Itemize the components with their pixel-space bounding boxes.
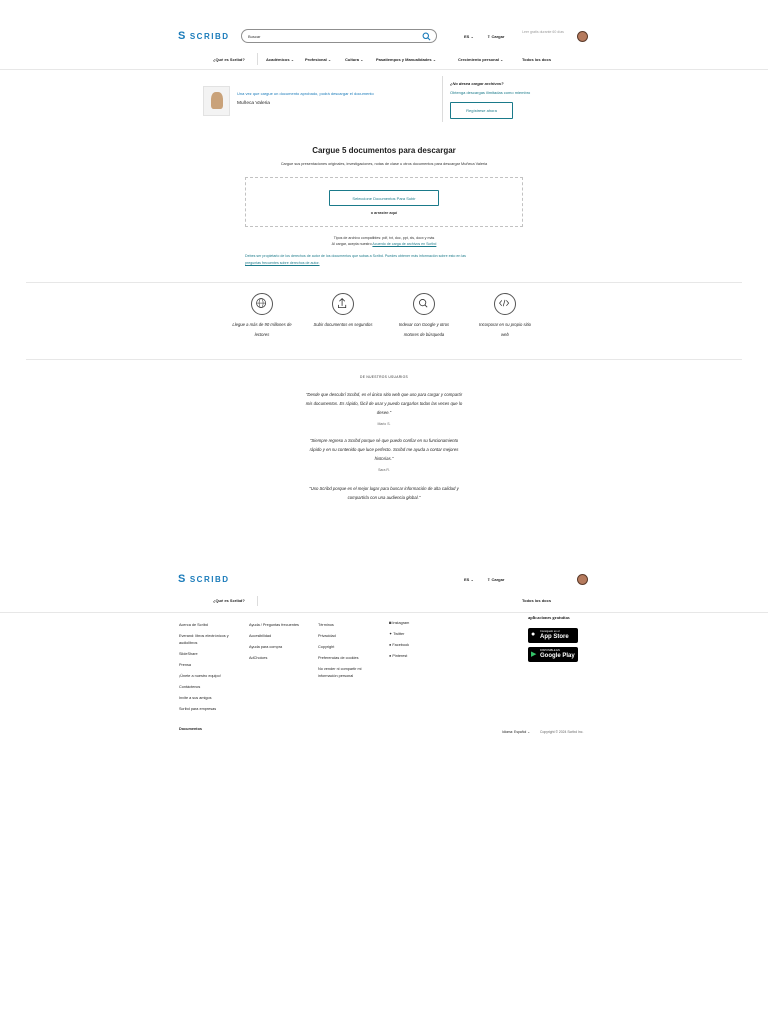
google-play-button[interactable]: ▶ DISPONIBLE EN Google Play xyxy=(528,647,578,662)
footer-adchoices[interactable]: AdChoices xyxy=(249,656,268,660)
footer-facebook[interactable]: ● Facebook xyxy=(389,643,410,647)
globe-icon xyxy=(251,293,273,315)
footer-terms[interactable]: Términos xyxy=(318,623,334,627)
upload-link[interactable]: ⇪ Cargar xyxy=(487,34,505,39)
footer-about[interactable]: Acerca de Scribd xyxy=(179,623,208,627)
language-picker[interactable]: Idioma: Español ⌄ xyxy=(502,730,531,734)
nav-personal-growth[interactable]: Crecimiento personal ⌄ xyxy=(458,56,504,62)
nav-academic[interactable]: Académicos ⌄ xyxy=(266,56,295,62)
nav-culture[interactable]: Cultura ⌄ xyxy=(345,56,364,62)
nav-what-is-scribd[interactable]: ¿Qué es Scribd? xyxy=(213,56,245,62)
sticky-avatar[interactable] xyxy=(577,574,588,585)
footer-slideshare[interactable]: SlideShare xyxy=(179,652,198,656)
instagram-icon: ◙ xyxy=(389,621,392,625)
rights-text: Debes ser propietario de los derechos de autor de los documentos que subas a Scribd. Puedes obtener más información sobre esto en las xyxy=(245,254,466,258)
footer-copyright-text: Copyright © 2024 Scribd Inc. xyxy=(540,730,584,734)
feature-readers: Llegue a más de 90 millones de lectores xyxy=(232,322,292,337)
no-upload-title: ¿No desea cargar archivos? xyxy=(450,81,504,86)
sticky-upload-link[interactable]: ⇪ Cargar xyxy=(487,577,505,582)
feature-upload: Subir documentos en segundos xyxy=(313,322,373,327)
testimonial-quote-2: "Siempre regreso a Scribd porque sé que puedo confiar en su funcionamiento rápido y en su contenido que luce perfecto. Scribd me ayuda a contar mejores historias." xyxy=(309,438,459,461)
sticky-nav-all-docs[interactable]: Todos los docs xyxy=(522,598,552,603)
section-divider xyxy=(26,282,742,283)
upload-notice: Una vez que cargue un documento aprobado, podrá descargar el documento xyxy=(237,91,374,96)
sticky-user-upload-icon: ⇪ xyxy=(487,577,491,582)
header-divider xyxy=(0,69,768,70)
user-upload-icon: ⇪ xyxy=(487,34,491,39)
footer-col-company xyxy=(179,620,241,715)
footer-jobs[interactable]: ¡Únete a nuestro equipo! xyxy=(179,674,221,678)
pinterest-icon: ● xyxy=(389,654,392,658)
sticky-nav-what-is-scribd[interactable]: ¿Qué es Scribd? xyxy=(213,598,245,603)
footer-press[interactable]: Prensa xyxy=(179,663,192,667)
footer-copyright[interactable]: Copyright xyxy=(318,645,335,649)
trial-link[interactable]: Leer gratis durante 60 días xyxy=(522,30,564,34)
footer-accessibility[interactable]: Accesibilidad xyxy=(249,634,272,638)
testimonial-author-2: Sara R. xyxy=(378,468,390,472)
facebook-icon: ● xyxy=(389,643,392,647)
category-nav xyxy=(0,55,768,63)
feature-index: Indexar con Google y otros motores de búsqueda xyxy=(398,322,450,337)
upload-agreement-link[interactable]: Acuerdo de carga de archivos en Scribd xyxy=(372,242,437,246)
footer-pinterest[interactable]: ● Pinterest xyxy=(389,654,408,658)
avatar[interactable] xyxy=(577,31,588,42)
nav-hobbies[interactable]: Pasatiempos y Manualidades ⌄ xyxy=(376,56,437,62)
nav-divider xyxy=(257,53,258,65)
footer-do-not-sell[interactable]: No vender ni compartir mi información personal xyxy=(318,667,362,678)
footer-twitter[interactable]: ✦ Twitter xyxy=(389,632,405,636)
apps-title: aplicaciones gratuitas xyxy=(528,615,570,620)
app-store-button[interactable]: ● Consíguelo en el App Store xyxy=(528,628,578,643)
search-icon xyxy=(413,293,435,315)
drag-text: o arrastre aquí xyxy=(370,211,398,215)
agreement-text: Al cargar, acepta nuestro Acuerdo de carga de archivos en Scribd xyxy=(331,242,437,246)
register-button[interactable]: Regístrese ahora xyxy=(450,102,513,119)
upload-heading: Cargue 5 documentos para descargar xyxy=(312,146,456,155)
footer-contact[interactable]: Contáctenos xyxy=(179,685,201,689)
scribd-logo[interactable]: S SCRIBD xyxy=(178,30,230,42)
feature-embed: Incorporar en su propio sitio web xyxy=(479,322,531,337)
footer-col-legal xyxy=(318,620,380,680)
file-types-text: Tipos de archivo compatibles: pdf, txt, doc, ppt, xls, docx y más xyxy=(333,236,435,240)
footer-invite[interactable]: Invite a sus amigos xyxy=(179,696,212,700)
upload-icon xyxy=(332,293,354,315)
no-upload-subtitle: Obtenga descargas ilimitadas como miembro xyxy=(450,90,531,95)
google-play-icon: ▶ xyxy=(531,651,537,658)
document-thumbnail[interactable] xyxy=(203,86,230,116)
footer-privacy[interactable]: Privacidad xyxy=(318,634,336,638)
footer-col-social xyxy=(389,618,449,662)
language-selector[interactable]: ES ⌄ xyxy=(464,34,474,39)
scribd-logo-icon: S xyxy=(178,30,187,42)
twitter-icon: ✦ xyxy=(389,632,393,636)
search-icon[interactable] xyxy=(422,32,431,41)
apple-icon: ● xyxy=(531,631,536,638)
sticky-divider xyxy=(0,612,768,613)
footer-col-support xyxy=(249,620,311,664)
upload-subheading: Cargue sus presentaciones originales, investigaciones, notas de clase u otros documentos para descargar Muñeca Valeria xyxy=(280,162,488,166)
testimonial-author-1: Mario S. xyxy=(377,422,391,426)
footer-help[interactable]: Ayuda / Preguntas frecuentes xyxy=(249,623,299,627)
select-documents-button[interactable]: Seleccione Documentos Para Subir xyxy=(329,190,439,206)
footer-purchase-help[interactable]: Ayuda para compra xyxy=(249,645,283,649)
copyright-faq-link[interactable]: preguntas frecuentes sobre derechos de autor. xyxy=(245,261,320,265)
nav-all-docs[interactable]: Todos los docs xyxy=(522,56,552,62)
sticky-scribd-logo[interactable]: S SCRIBD xyxy=(178,573,230,585)
footer-instagram[interactable]: ◙ Instagram xyxy=(389,621,410,625)
sticky-language-selector[interactable]: ES ⌄ xyxy=(464,577,474,582)
footer-business[interactable]: Scribd para empresas xyxy=(179,707,217,711)
testimonial-quote-3: "Uso Scribd porque es el mejor lugar para buscar información de alta calidad y compartirla con una audiencia global." xyxy=(309,486,459,500)
document-title[interactable]: Muñeca Valeria xyxy=(237,101,270,106)
testimonial-quote-1: "Desde que descubrí Scribd, es el único sitio web que uso para cargar y compartir mis documentos. Es rápido, fácil de usar y puedo cargarlos todas las veces que lo desee." xyxy=(305,392,463,415)
doc-divider xyxy=(442,76,443,122)
code-icon xyxy=(494,293,516,315)
section-divider-2 xyxy=(26,359,742,360)
footer-everand[interactable]: Everand: libros electrónicos y audiolibros xyxy=(179,634,229,645)
nav-professional[interactable]: Profesional ⌄ xyxy=(305,56,332,62)
footer-cookies[interactable]: Preferencias de cookies xyxy=(318,656,359,660)
sticky-header xyxy=(0,568,768,612)
doll-image xyxy=(211,92,223,109)
sticky-nav-divider xyxy=(257,596,258,606)
search-input[interactable]: Buscar xyxy=(241,29,437,43)
testimonials-label: DE NUESTROS USUARIOS xyxy=(360,375,408,379)
sticky-scribd-logo-icon: S xyxy=(178,573,187,585)
footer-documents[interactable]: Documentos xyxy=(179,727,202,731)
